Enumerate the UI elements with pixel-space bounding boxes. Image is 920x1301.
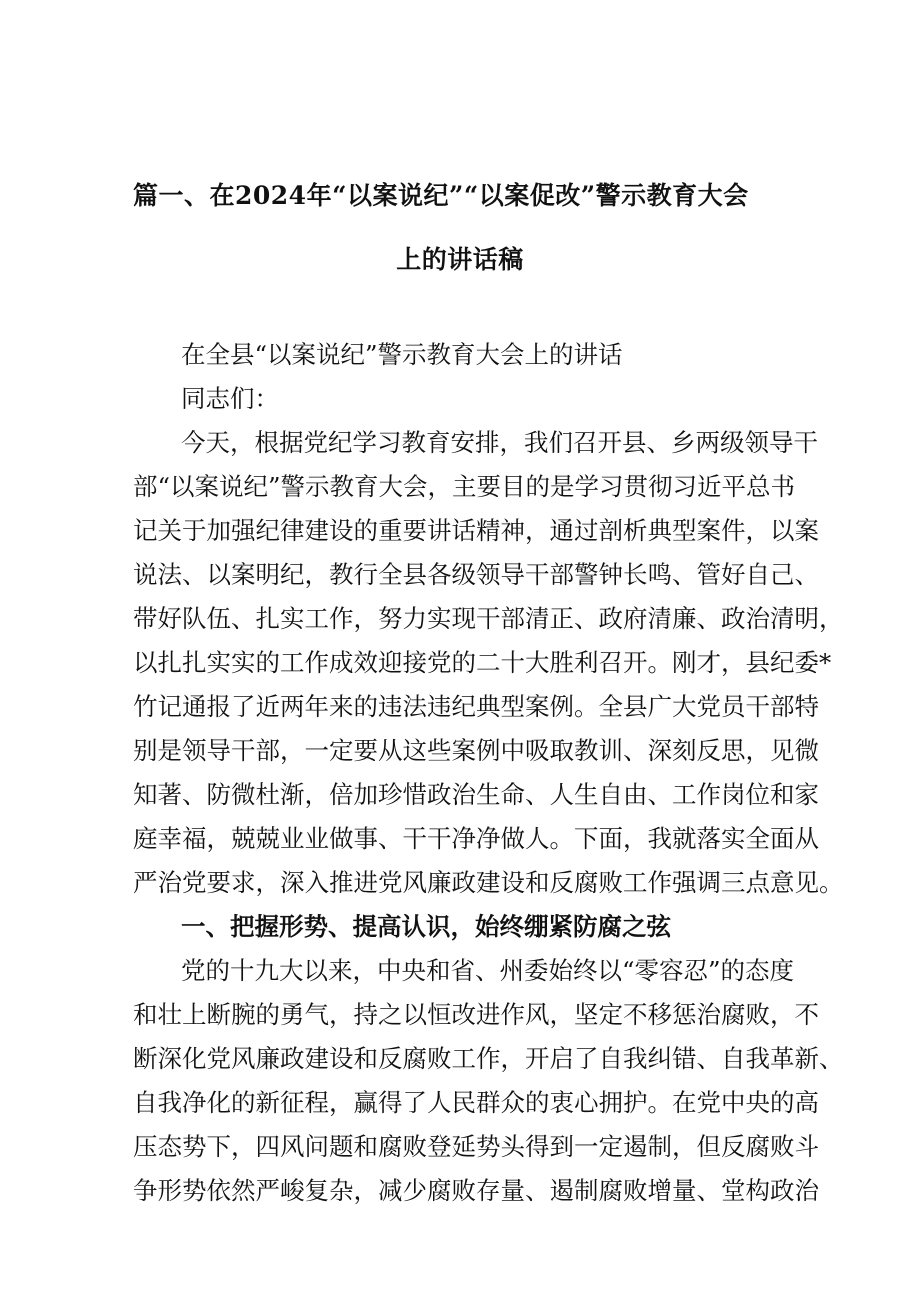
paragraph-line: 竹记通报了近两年来的违法违纪典型案例。全县广大党员干部特 bbox=[133, 692, 819, 721]
salutation: 同志们： bbox=[181, 384, 279, 413]
paragraph-line: 部“以案说纪”警示教育大会，主要目的是学习贯彻习近平总书 bbox=[133, 472, 796, 501]
paragraph-line: 党的十九大以来，中央和省、州委始终以“零容忍”的态度 bbox=[181, 956, 795, 985]
paragraph-line: 以扎扎实实的工作成效迎接党的二十大胜利召开。刚才，县纪委* bbox=[133, 648, 832, 677]
document-title-line-2: 上的讲话稿 bbox=[396, 245, 524, 274]
paragraph-line: 自我净化的新征程，赢得了人民群众的衷心拥护。在党中央的高 bbox=[133, 1088, 819, 1117]
paragraph-line: 断深化党风廉政建设和反腐败工作，开启了自我纠错、自我革新、 bbox=[133, 1044, 844, 1073]
paragraph-line: 记关于加强纪律建设的重要讲话精神，通过剖析典型案件，以案 bbox=[133, 516, 819, 545]
paragraph-line: 别是领导干部，一定要从这些案例中吸取教训、深刻反思，见微 bbox=[133, 736, 819, 765]
paragraph-line: 带好队伍、扎实工作，努力实现干部清正、政府清廉、政治清明， bbox=[133, 604, 844, 633]
paragraph-line: 说法、以案明纪，教行全县各级领导干部警钟长鸣、管好自己、 bbox=[133, 560, 819, 589]
section-heading: 一、把握形势、提高认识，始终绷紧防腐之弦 bbox=[181, 912, 671, 941]
paragraph-line: 和壮上断腕的勇气，持之以恒改进作风，坚定不移惩治腐败，不 bbox=[133, 1000, 819, 1029]
speech-subtitle: 在全县“以案说纪”警示教育大会上的讲话 bbox=[181, 340, 623, 369]
paragraph-line: 压态势下，四风问题和腐败登延势头得到一定遏制，但反腐败斗 bbox=[133, 1132, 819, 1161]
paragraph-line: 今天，根据党纪学习教育安排，我们召开县、乡两级领导干 bbox=[181, 428, 818, 457]
paragraph-line: 庭幸福，兢兢业业做事、干干净净做人。下面，我就落实全面从 bbox=[133, 824, 819, 853]
paragraph-line: 严治党要求，深入推进党风廉政建设和反腐败工作强调三点意见。 bbox=[133, 868, 844, 897]
paragraph-line: 争形势依然严峻复杂，减少腐败存量、遏制腐败增量、堂构政治 bbox=[133, 1176, 819, 1205]
document-title-line-1: 篇一、在2024年“以案说纪”“以案促改”警示教育大会 bbox=[133, 181, 749, 210]
paragraph-line: 知著、防微杜渐，倍加珍惜政治生命、人生自由、工作岗位和家 bbox=[133, 780, 819, 809]
